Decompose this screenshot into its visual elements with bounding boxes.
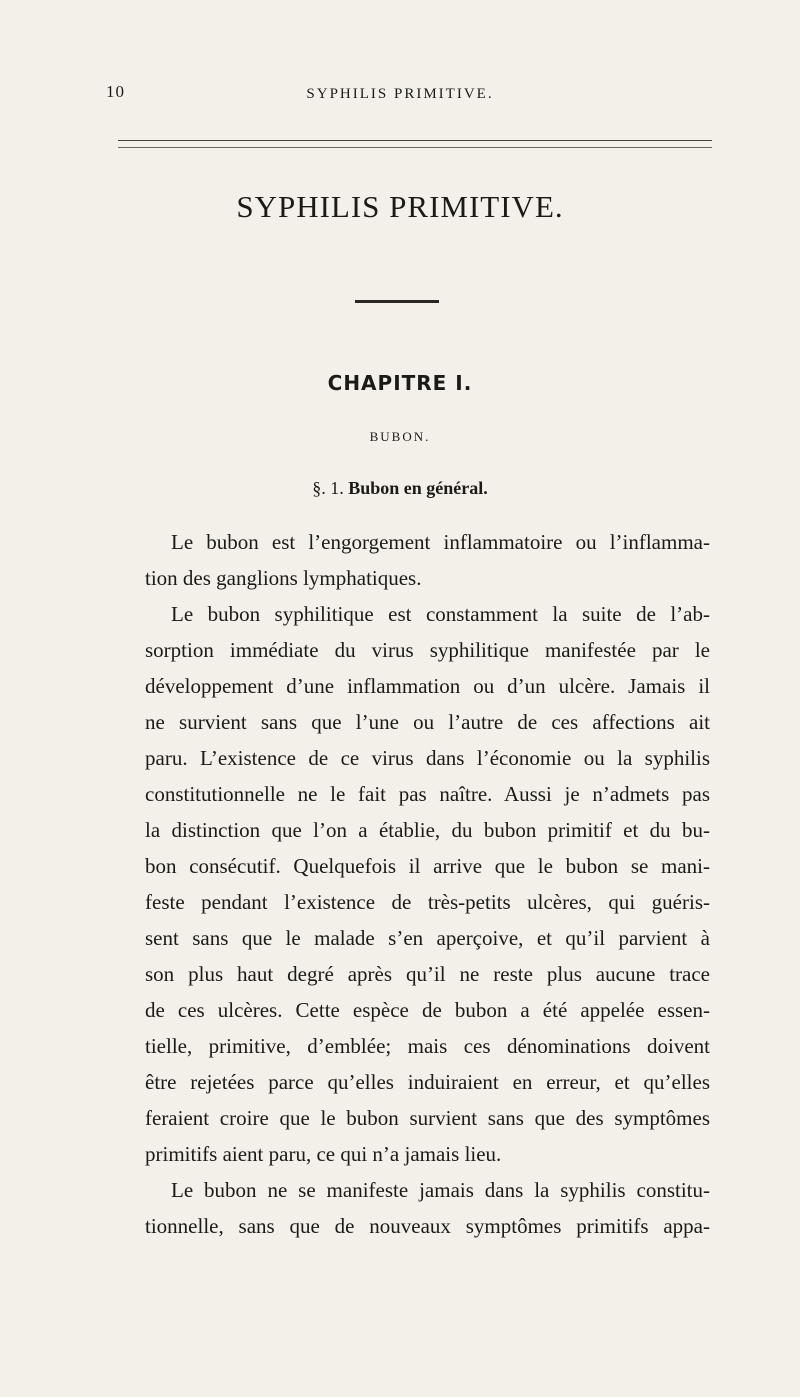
text-line: tion des ganglions lymphatiques. [145,566,422,590]
text-line: sorption immédiate du virus syphilitique manifestée par le [145,638,710,662]
text-line: Le bubon ne se manifeste jamais dans la syphilis constitu- [171,1178,710,1202]
text-line: tielle, primitive, d’emblée; mais ces dénominations doivent [145,1034,710,1058]
text-line: tionnelle, sans que de nouveaux symptômes primitifs appa- [145,1214,710,1238]
header-double-rule [118,140,712,148]
text-line: Le bubon syphilitique est constamment la suite de l’ab- [171,602,710,626]
running-title: SYPHILIS PRIMITIVE. [306,86,494,102]
text-line: développement d’une inflammation ou d’un ulcère. Jamais il [145,674,710,698]
title-rule [355,300,439,303]
text-line: paru. L’existence de ce virus dans l’économie ou la syphilis [145,746,710,770]
text-line: ne survient sans que l’une ou l’autre de ces affections ait [145,710,710,734]
text-line: sent sans que le malade s’en aperçoive, et qu’il parvient à [145,926,710,950]
text-line: son plus haut degré après qu’il ne reste plus aucune trace [145,962,710,986]
text-line: bon consécutif. Quelquefois il arrive que le bubon se mani- [145,854,710,878]
text-line: être rejetées parce qu’elles induiraient en erreur, et qu’elles [145,1070,710,1094]
text-line: la distinction que l’on a établie, du bubon primitif et du bu- [145,818,710,842]
text-line: Le bubon est l’engorgement inflammatoire ou l’inflamma- [171,530,710,554]
text-line: feraient croire que le bubon survient sans que des symptômes [145,1106,710,1130]
book-title: SYPHILIS PRIMITIVE. [236,189,564,224]
text-line: constitutionnelle ne le fait pas naître. Aussi je n’admets pas [145,782,710,806]
text-line: feste pendant l’existence de très-petits ulcères, qui guéris- [145,890,710,914]
text-line: de ces ulcères. Cette espèce de bubon a été appelée essen- [145,998,710,1022]
section-heading: BUBON. [369,429,431,444]
subsection-number: §. 1. [312,478,344,498]
chapter-heading: CHAPITRE I. [327,371,473,395]
subsection-title: Bubon en général. [348,478,488,498]
subsection-heading [0,478,800,499]
page-number: 10 [106,82,125,101]
text-line: primitifs aient paru, ce qui n’a jamais lieu. [145,1142,502,1166]
running-head [0,82,800,106]
